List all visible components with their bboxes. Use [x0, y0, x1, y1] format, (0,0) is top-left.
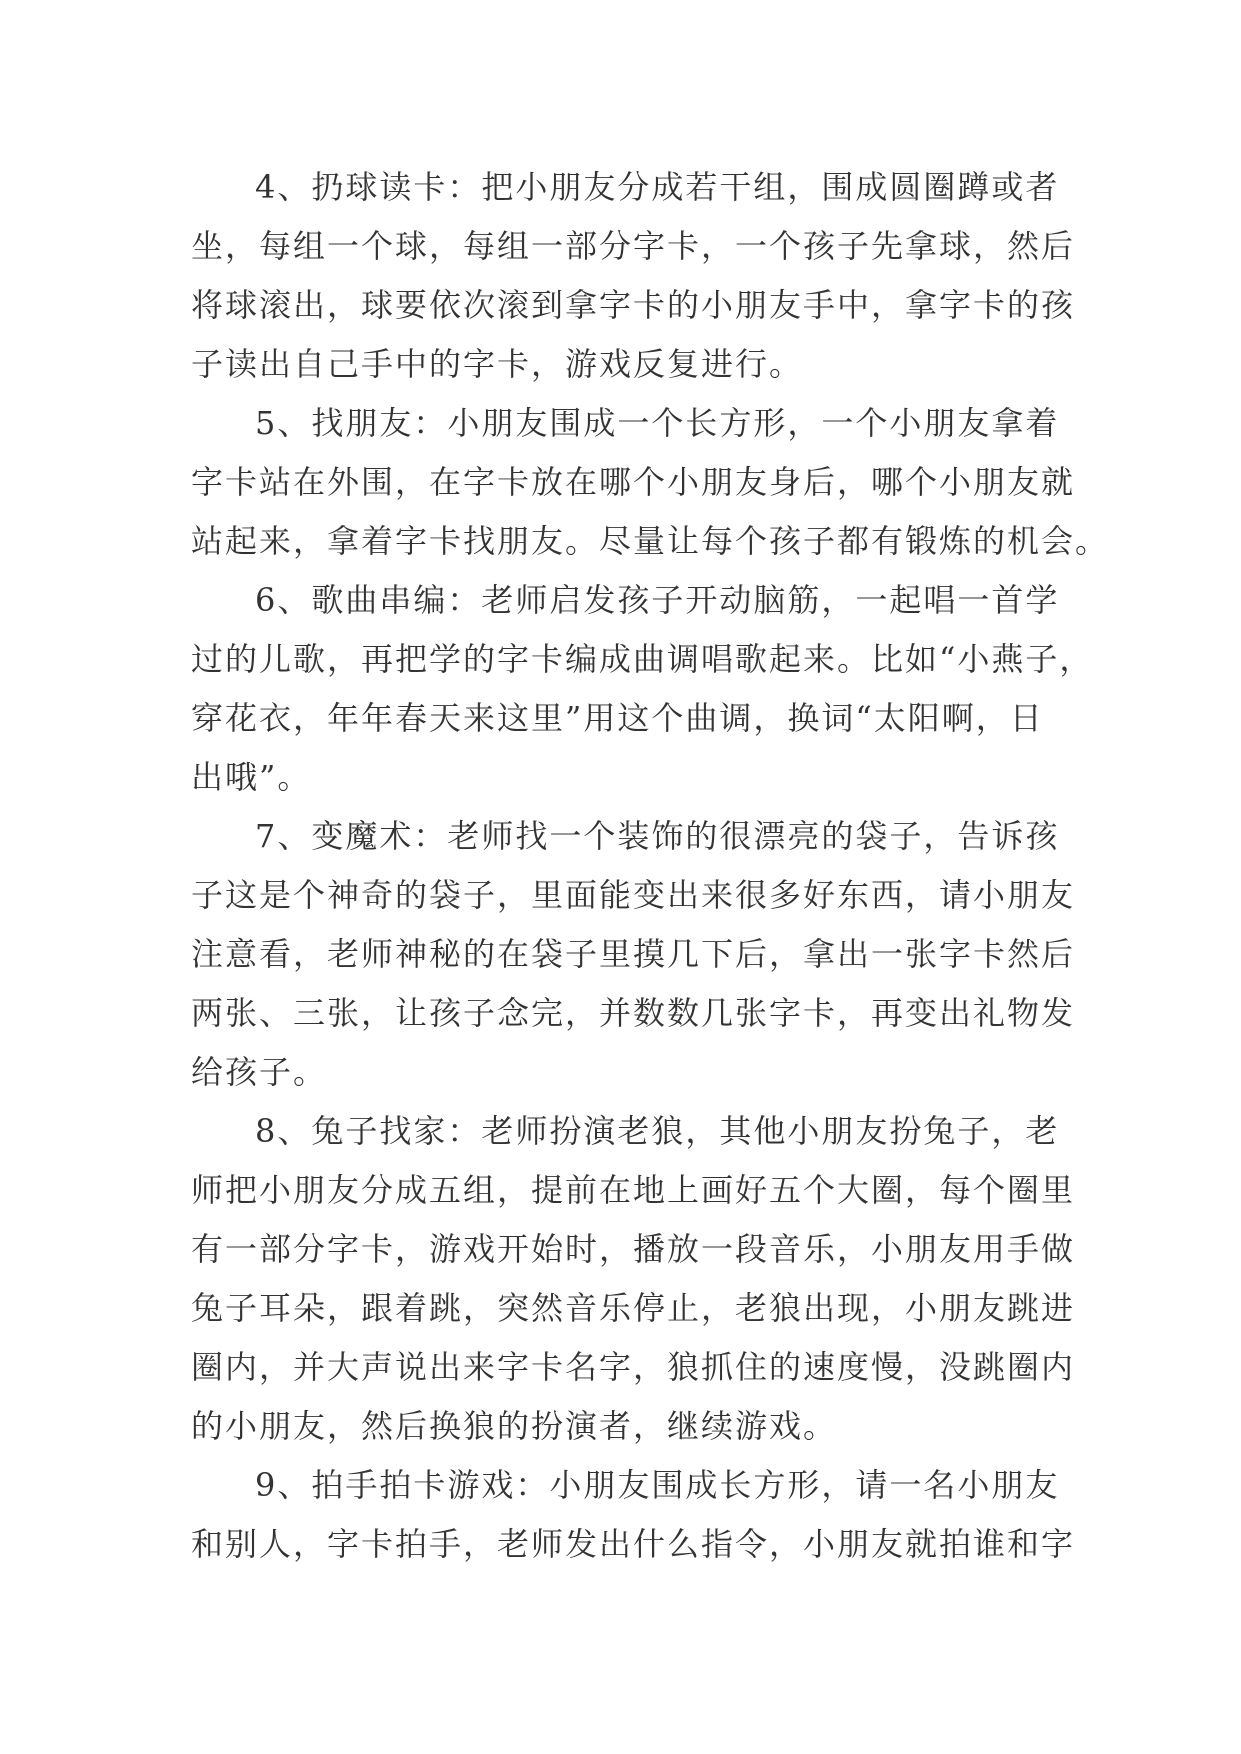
paragraph-4-throw-ball-read-card — [191, 158, 1076, 394]
text-line: 有一部分字卡，游戏开始时，播放一段音乐，小朋友用手做 — [191, 1230, 1076, 1268]
text-line: 师把小朋友分成五组，提前在地上画好五个大圈，每个圈里 — [191, 1171, 1076, 1209]
text-line: 兔子耳朵，跟着跳，突然音乐停止，老狼出现，小朋友跳进 — [191, 1289, 1076, 1327]
text-line: 和别人，字卡拍手，老师发出什么指令，小朋友就拍谁和字 — [191, 1525, 1076, 1563]
paragraph-9-clap-card-game — [191, 1456, 1076, 1574]
paragraph-5-find-friends — [191, 394, 1110, 571]
text-line: 坐，每组一个球，每组一部分字卡，一个孩子先拿球，然后 — [191, 227, 1076, 265]
text-line: 4、扔球读卡：把小朋友分成若干组，围成圆圈蹲或者 — [255, 168, 1060, 206]
text-line: 两张、三张，让孩子念完，并数数几张字卡，再变出礼物发 — [191, 994, 1076, 1032]
text-line: 站起来，拿着字卡找朋友。尽量让每个孩子都有锻炼的机会。 — [191, 522, 1110, 560]
text-line: 7、变魔术：老师找一个装饰的很漂亮的袋子，告诉孩 — [255, 817, 1060, 855]
text-line: 的小朋友，然后换狼的扮演者，继续游戏。 — [191, 1407, 838, 1445]
text-line: 穿花衣，年年春天来这里”用这个曲调，换词“太阳啊，日 — [191, 699, 1044, 737]
text-line: 过的儿歌，再把学的字卡编成曲调唱歌起来。比如“小燕子， — [191, 640, 1094, 678]
paragraph-8-rabbit-find-home — [191, 1102, 1076, 1456]
text-line: 字卡站在外围，在字卡放在哪个小朋友身后，哪个小朋友就 — [191, 463, 1076, 501]
paragraph-6-song-compose — [191, 571, 1094, 807]
text-line: 出哦”。 — [191, 758, 312, 796]
text-line: 注意看，老师神秘的在袋子里摸几下后，拿出一张字卡然后 — [191, 935, 1076, 973]
text-line: 9、拍手拍卡游戏：小朋友围成长方形，请一名小朋友 — [255, 1466, 1060, 1504]
text-line: 将球滚出，球要依次滚到拿字卡的小朋友手中，拿字卡的孩 — [191, 286, 1076, 324]
text-line: 圈内，并大声说出来字卡名字，狼抓住的速度慢，没跳圈内 — [191, 1348, 1076, 1386]
text-line: 5、找朋友：小朋友围成一个长方形，一个小朋友拿着 — [255, 404, 1060, 442]
text-line: 8、兔子找家：老师扮演老狼，其他小朋友扮兔子，老 — [255, 1112, 1060, 1150]
text-line: 给孩子。 — [191, 1053, 328, 1091]
paragraph-7-magic-trick — [191, 807, 1076, 1102]
text-line: 子这是个神奇的袋子，里面能变出来很多好东西，请小朋友 — [191, 876, 1076, 914]
text-line: 子读出自己手中的字卡，游戏反复进行。 — [191, 345, 804, 383]
document-body — [191, 158, 1110, 1574]
text-line: 6、歌曲串编：老师启发孩子开动脑筋，一起唱一首学 — [255, 581, 1060, 619]
